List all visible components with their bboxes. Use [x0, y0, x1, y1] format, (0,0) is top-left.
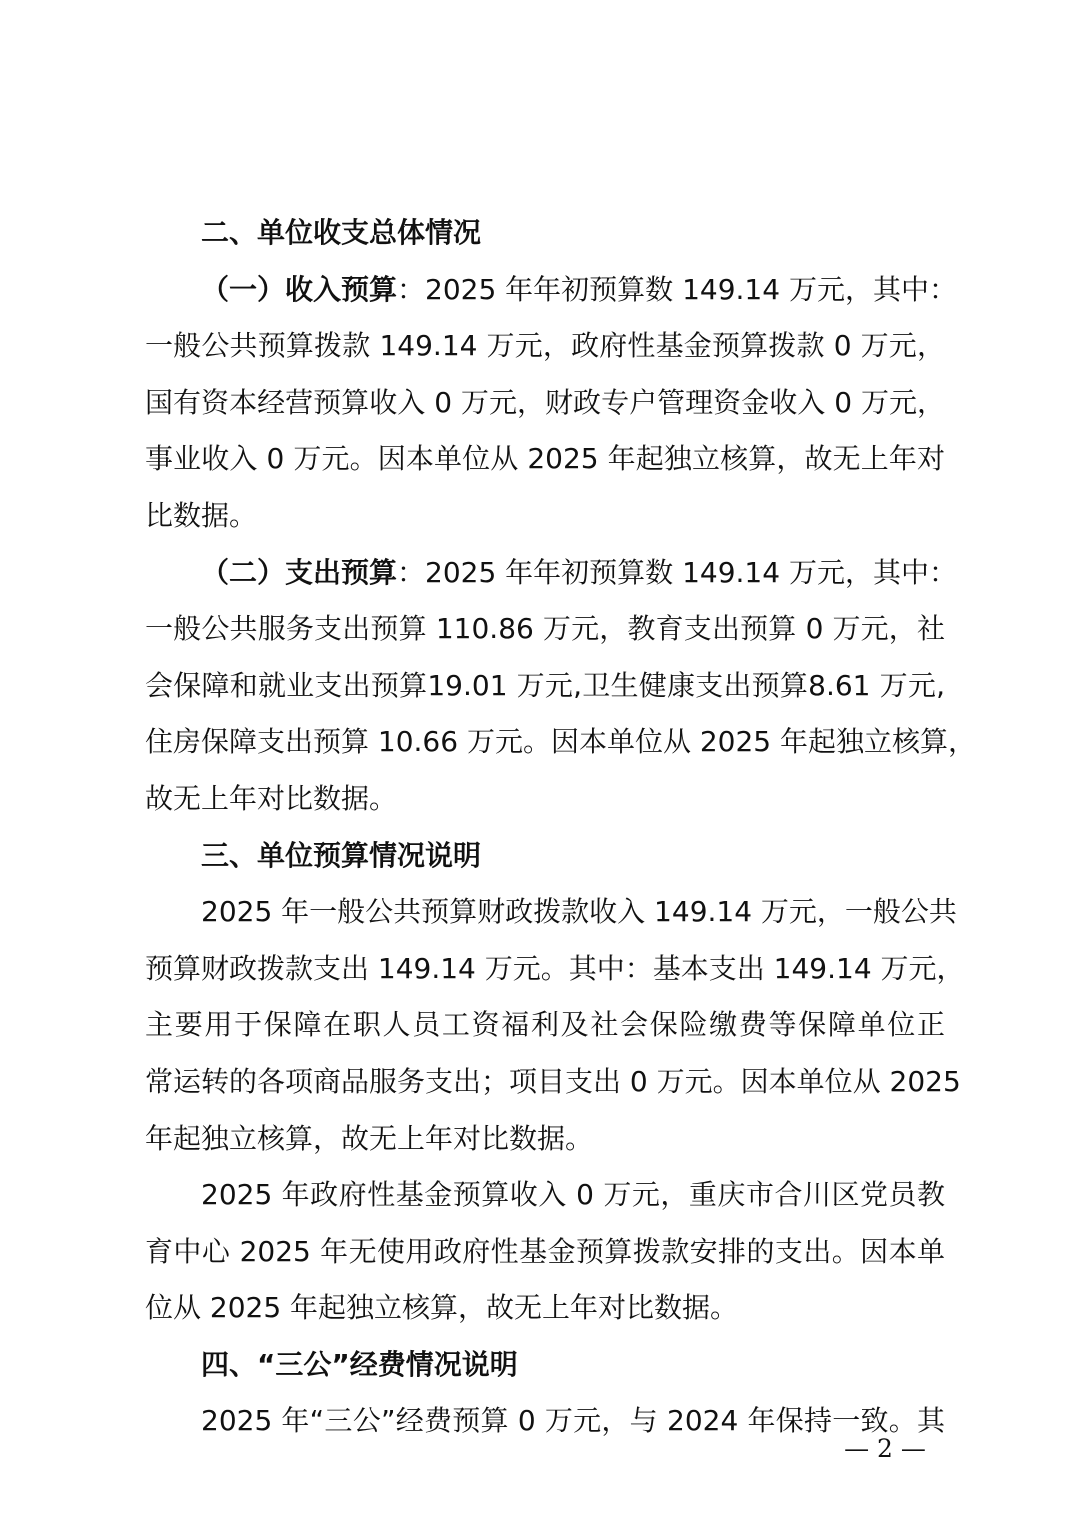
body-text: 一般公共服务支出预算 110.86 万元，教育支出预算 0 万元，社: [145, 612, 945, 646]
body-text: 国有资本经营预算收入 0 万元，财政专户管理资金收入 0 万元，: [145, 385, 945, 419]
text-line: [145, 828, 945, 885]
page-number: — 2 —: [844, 1434, 926, 1463]
body-text: 2025 年一般公共预算财政拨款收入 149.14 万元，一般公共: [201, 895, 957, 929]
text-line: [145, 941, 965, 998]
text-line: [145, 771, 945, 828]
text-line: [145, 1224, 945, 1281]
heading-text: 三、单位预算情况说明: [201, 838, 482, 872]
text-line: [145, 601, 945, 658]
text-line: [145, 1054, 961, 1111]
body-text: 住房保障支出预算 10.66 万元。因本单位从 2025 年起独立核算，: [145, 725, 977, 759]
text-line: [145, 884, 957, 941]
body-text: 2025 年“三公”经费预算 0 万元，与 2024 年保持一致。其: [201, 1404, 945, 1438]
body-text: 比数据。: [145, 498, 258, 532]
body-text: 一般公共预算拨款 149.14 万元，政府性基金预算拨款 0 万元，: [145, 329, 945, 363]
body-text: 位从 2025 年起独立核算，故无上年对比数据。: [145, 1291, 739, 1325]
body-text: 年起独立核算，故无上年对比数据。: [145, 1121, 594, 1155]
heading-text: 二、单位收支总体情况: [201, 216, 482, 249]
body-text: 事业收入 0 万元。因本单位从 2025 年起独立核算，故无上年对: [145, 442, 945, 476]
heading-text: 四、“三公”经费情况说明: [201, 1347, 518, 1381]
body-text: 主要用于保障在职人员工资福利及社会保险缴费等保障单位正: [145, 1008, 945, 1042]
document-body: [145, 205, 977, 1450]
text-line: [145, 997, 945, 1054]
text-line: [145, 1337, 945, 1394]
text-line: [145, 431, 945, 488]
body-text: 育中心 2025 年无使用政府性基金预算拨款安排的支出。因本单: [145, 1234, 945, 1268]
text-line: [145, 375, 945, 432]
text-line: [145, 1280, 945, 1337]
text-line: [145, 488, 945, 545]
text-line: [145, 262, 957, 319]
text-line: [145, 205, 945, 262]
text-line: [145, 318, 945, 375]
text-line: [145, 545, 957, 602]
body-text: 故无上年对比数据。: [145, 781, 398, 815]
heading-text: （二）支出预算: [201, 555, 398, 589]
text-line: [145, 1111, 945, 1168]
body-text: ：2025 年年初预算数 149.14 万元，其中：: [397, 272, 957, 306]
body-text: 会保障和就业支出预算19.01 万元,卫生健康支出预算8.61 万元,: [145, 668, 945, 702]
text-line: [145, 1393, 945, 1450]
heading-text: （一）收入预算: [201, 272, 398, 306]
text-line: [145, 714, 977, 771]
text-line: [145, 1167, 945, 1224]
text-line: [145, 658, 945, 715]
body-text: ：2025 年年初预算数 149.14 万元，其中：: [397, 555, 957, 589]
body-text: 2025 年政府性基金预算收入 0 万元，重庆市合川区党员教: [201, 1178, 945, 1212]
body-text: 预算财政拨款支出 149.14 万元。其中：基本支出 149.14 万元，: [145, 951, 965, 985]
body-text: 常运转的各项商品服务支出；项目支出 0 万元。因本单位从 2025: [145, 1064, 961, 1098]
